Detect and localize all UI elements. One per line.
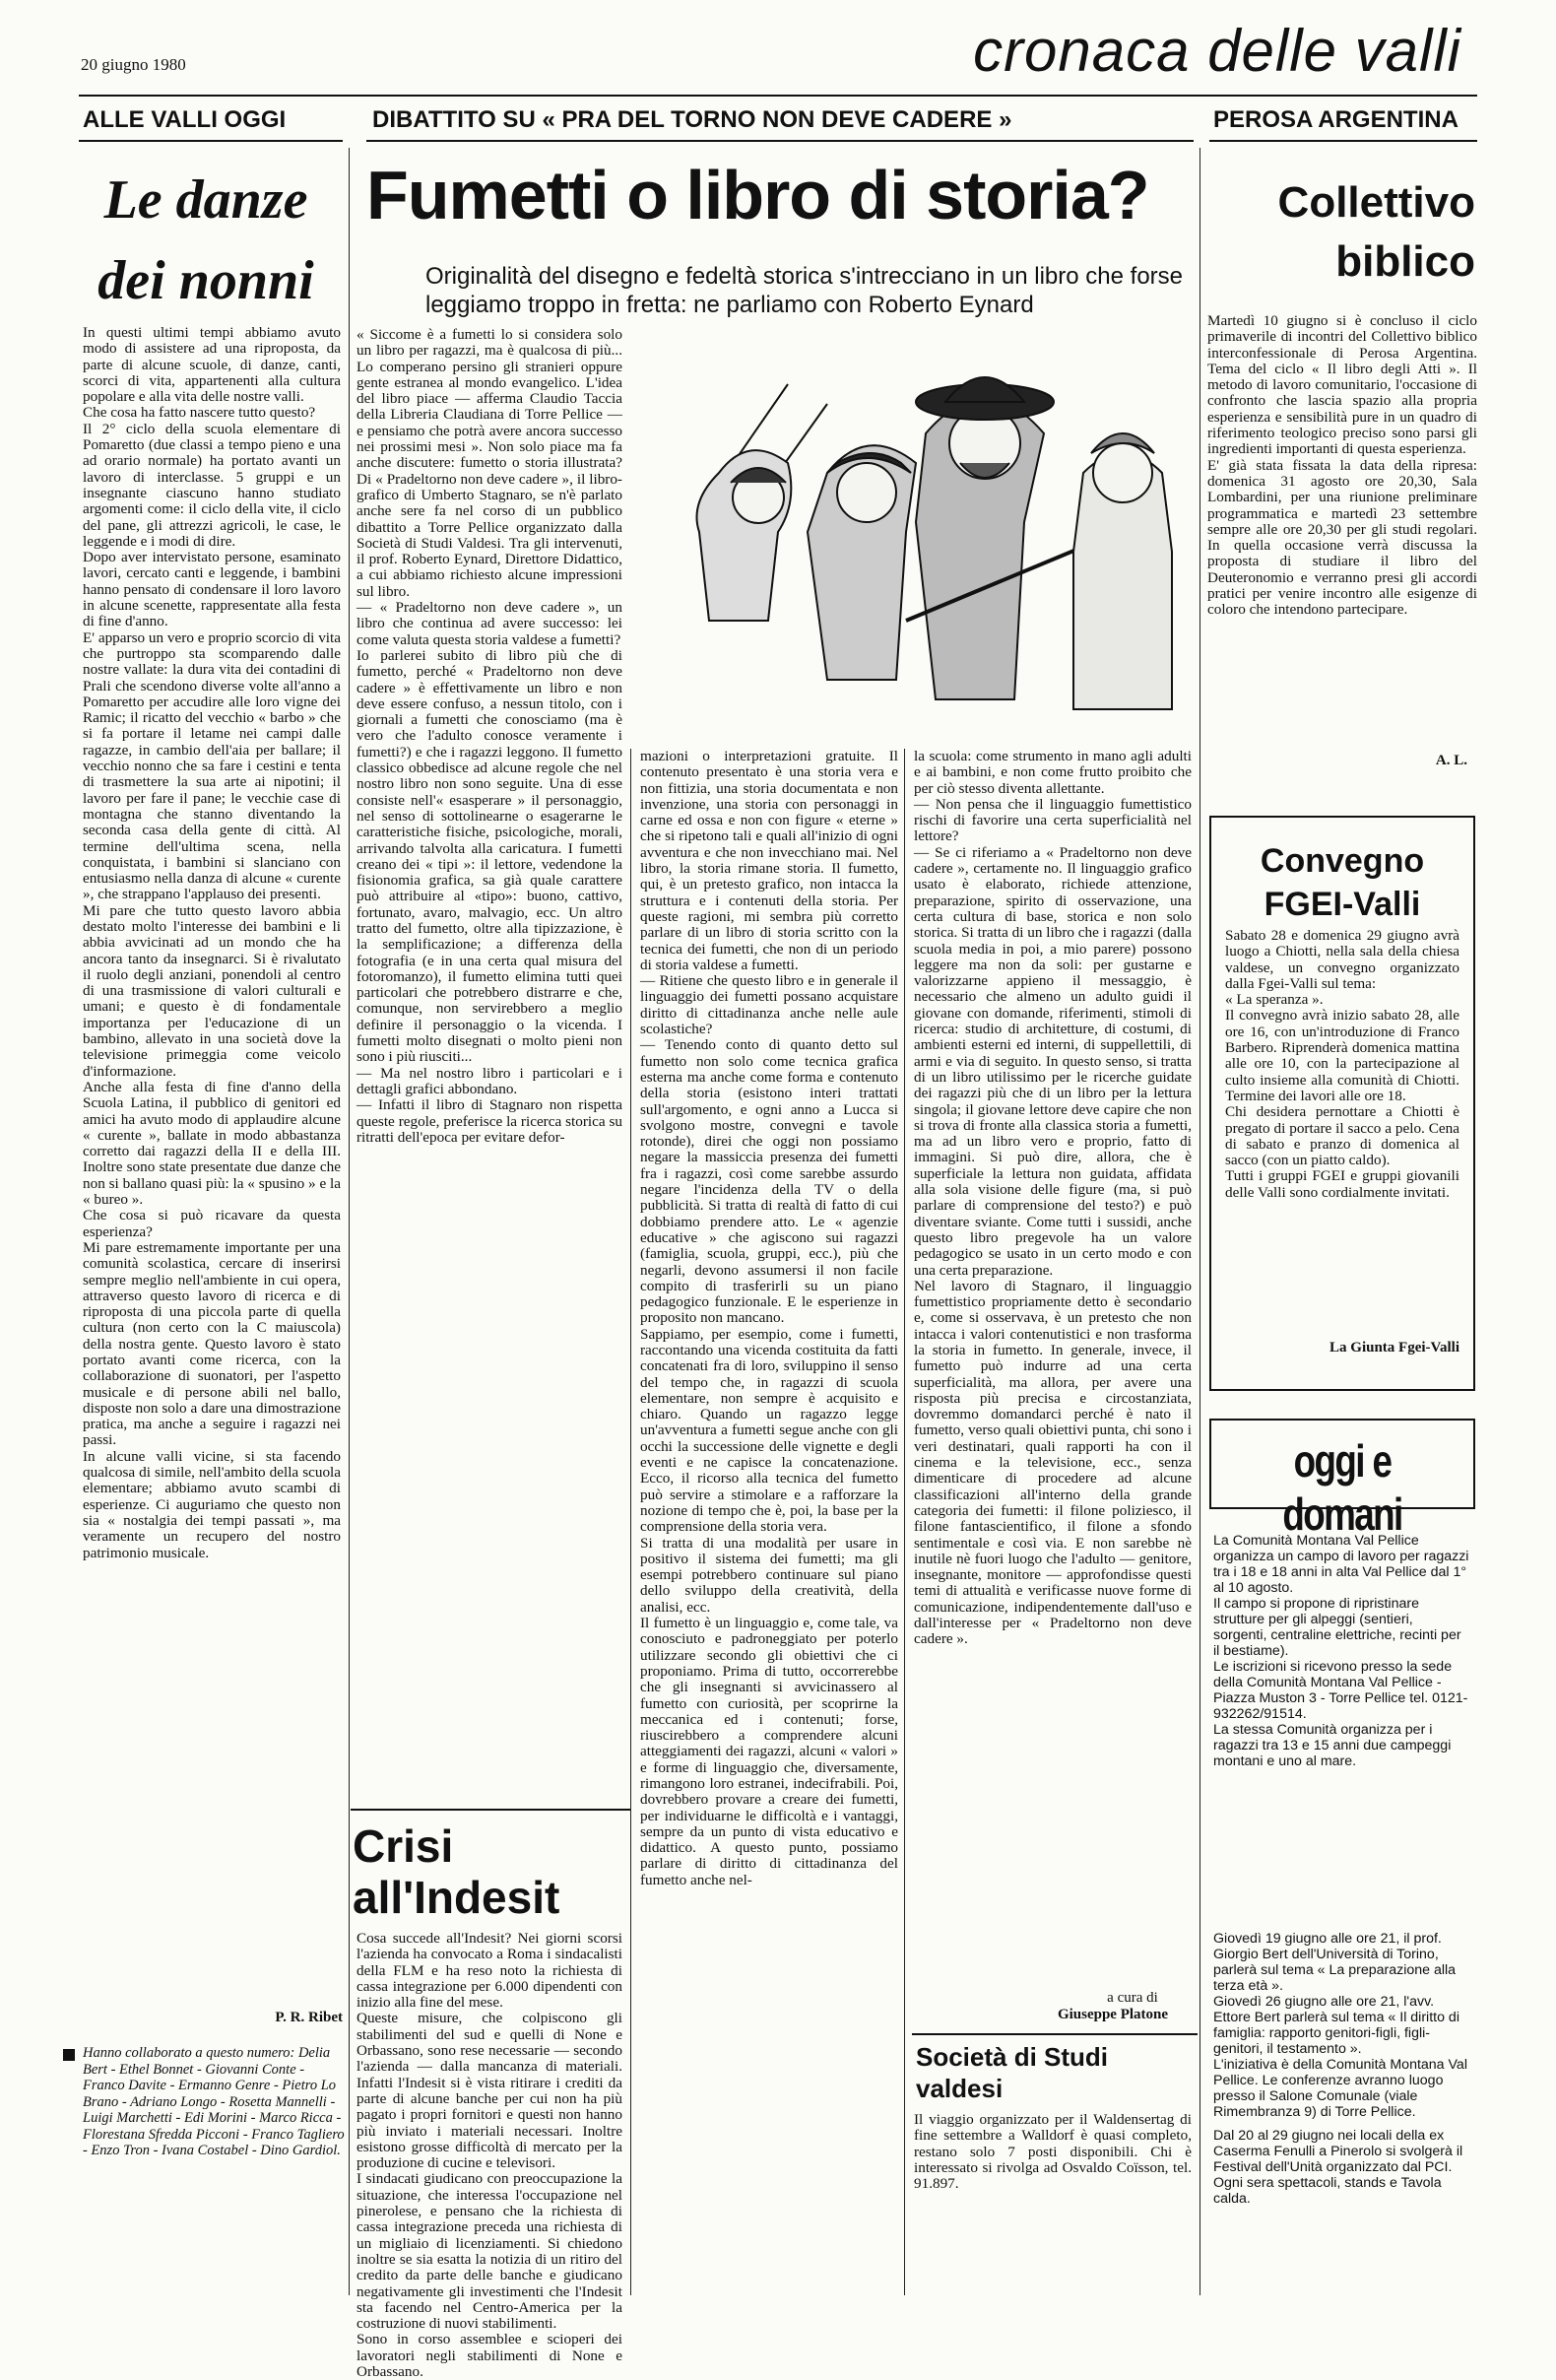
fumetti-subtitle: Originalità del disegno e fedeltà storica s'intrecciano in un libro che forse leggiamo troppo in fretta: ne parliamo con Roberto Eynard: [425, 263, 1184, 318]
credits-bullet: [63, 2049, 75, 2061]
oggi-item: La Comunità Montana Val Pellice organizza un campo di lavoro per ragazzi tra i 18 e 18 anni in alta Val Pellice dal 1° al 10 agosto. Il campo si propone di ripristinare strutture per gli alpeggi (sentieri, sorgenti, centraline elettriche, recinti per il bestiame). Le iscrizioni si ricevono presso la sede della Comunità Montana Val Pellice - Piazza Muston 3 - Torre Pellice tel. 0121-932262/91514. La stessa Comunità organizza per i ragazzi tra 13 e 15 anni due campeggi montani e uno al mare.: [1213, 1533, 1469, 1769]
collettivo-signature: A. L.: [1435, 753, 1467, 768]
crisi-rule: [351, 1809, 630, 1811]
section-rule-left: [79, 140, 343, 142]
issue-date: 20 giugno 1980: [81, 55, 186, 74]
crisi-body: Cosa succede all'Indesit? Nei giorni scorsi l'azienda ha convocato a Roma i sindacalisti della FLM e ha reso noto la richiesta di cassa integrazione per 6.000 dipendenti con inizio alla fine del mese. Queste misure, che colpiscono gli stabilimenti del sud e quelli di None e Orbassano, sono rese necessarie — secondo l'azienda — dalla mancanza di materiali. Infatti l'Indesit si è vista ritirare i crediti da parte di alcune banche per cui non ha più pagato i propri fornitori e questi non hanno più inviato i materiali necessari. Inoltre esistono grosse difficoltà di mercato per la produzione di cucine e televisori. I sindacati giudicano con preoccupazione la situazione, che interessa l'occupazione nel pinerolese, e pensano che la richiesta di cassa integrazione preceda una richiesta di un migliaio di licenziamenti. Si chiedono inoltre se sia esatta la notizia di un ritiro del credito da parte delle banche e giudicano negativamente gli investimenti che l'Indesit sta facendo nel Centro-America per la costruzione di nuovi stabilimenti. Sono in corso assemblee e scioperi dei lavoratori negli stabilimenti di None e Orbassano.: [357, 1930, 622, 2380]
fumetti-title: Fumetti o libro di storia?: [366, 157, 1149, 233]
danze-body: In questi ultimi tempi abbiamo avuto modo di assistere ad una riproposta, da parte di alcune scuole, di danze, canti, scorci di vita, appartenenti alla cultura popolare e alla vita delle nostre valli. Che cosa ha fatto nascere tutto questo? Il 2° ciclo della scuola elementare di Pomaretto (due classi a tempo pieno e una ad orario normale) ha portato avanti un lavoro di interclasse. 5 gruppi e un insegnante ciascuno hanno studiato argomenti come: il ciclo della vite, il ciclo del pane, gli attrezzi agricoli, le case, le leggende e i modi di dire. Dopo aver intervistato persone, esaminato lavori, cercato canti e leggende, i bambini hanno pensato di condensare il loro lavoro in alcune scenette, rappresentate alla festa di fine d'anno. E' apparso un vero e proprio scorcio di vita che purtroppo sta scomparendo dalle nostre vallate: la dura vita dei contadini di Prali che scendono diverse volte all'anno a Pomaretto per accudire alle loro vigne dei Ramic; il ricatto del vecchio « barbo » che si fa portare il letame nei campi dalle ragazze, in cambio dell'aia per ballare; il vecchio nonno che sa fare i cestini e tenta di trasmettere la sua arte ai nipotini; il lavoro per fare il pane; le vecchie case di montagna che stanno diventando la seconda casa della gente di città. Al termine dell'ultima scena, nella conquistata, i bambini si slanciano con entusiasmo nella danza di alcune « curente », che strappano l'applauso dei presenti. Mi pare che tutto questo lavoro abbia destato molto l'interesse dei bambini e li abbia avvicinati ad un mondo che ha ancora tanto da insegnarci. Si è rivalutato il ruolo degli anziani, ponendoli al centro di una trasmissione di valori culturali e umani; e questo è di fondamentale importanza per l'educazione di un bambino, allevato in una società dove la televisione primeggia come veicolo d'informazione. Anche alla festa di fine d'anno della Scuola Latina, il pubblico di genitori ed amici ha avuto modo di applaudire alcune « curente », ballate in modo abbastanza corretto dai ragazzi della II e della III. Inoltre sono state presentate due danze che non si ballano quasi più: la « spusino » e la « bureo ». Che cosa si può ricavare da questa esperienza? Mi pare estremamente importante per una comunità scolastica, cercare di inserirsi sempre meglio nell'ambiente in cui opera, attraverso questo lavoro di ricerca e di riproposta di una piccola parte di quella cultura (non certo con la C maiuscola) della nostra gente. Questo lavoro è stato portato avanti come ricerca, con la collaborazione di suonatori, per l'aspetto musicale e di persone abili nel ballo, disposte non solo a dare una dimostrazione pratica, ma anche a seguire i ragazzi nei passi. In alcune valli vicine, si sta facendo qualcosa di simile, nell'ambito della scuola elementare; abbiamo avuto scambi di esperienze. Ci auguriamo che questo non sia « nostalgia dei tempi passati », ma veramente un recupero del nostro patrimonio musicale.: [83, 324, 341, 1561]
fumetti-col1: « Siccome è a fumetti lo si considera solo un libro per ragazzi, ma è qualcosa di più... Lo comperano persino gli stranieri oppure gente estranea al mondo evangelico. L'idea del libro piace — afferma Claudio Taccia della Libreria Claudiana di Torre Pellice — e pensiamo che potrà avere ancora successo nei prossimi mesi ». Non solo piace ma fa anche discutere: fumetto o storia illustrata? Di « Pradeltorno non deve cadere », il libro-grafico di Umberto Stagnaro, se n'è parlato anche sere fa nel corso di un pubblico dibattito a Torre Pellice organizzato dalla Società di Studi Valdesi. Tra gli intervenuti, il prof. Roberto Eynard, Direttore Didattico, a cui abbiamo richiesto alcune impressioni sul libro. — « Pradeltorno non deve cadere », un libro che continua ad avere successo: lei come valuta questa storia valdese a fumetti? Io parlerei subito di libro più che di fumetto, perché « Pradeltorno non deve cadere » è effettivamente un libro e non deve essere confuso, a nessun titolo, con i giornali a fumetti che conosciamo (ma è vero che l'adulto conosce veramente i fumetti?) e che i ragazzi leggono. Il fumetto classico obbedisce ad alcune regole che nel nostro libro non sono seguite. Una di esse consiste nell'« esasperare » il personaggio, nel senso di sottolinearne o esagerarne le caratteristiche fisiche, psicologiche, morali, arrivando talvolta alla caricatura. I fumetti creano dei « tipi »: il lettore, vedendone la fisionomia grafica, sa già quale carattere può attribuire al «tipo»: buono, cattivo, fortunato, avaro, malvagio, ecc. Un altro tratto del fumetto, oltre alla tipizzazione, è la semplificazione; a differenza della fotografia (e in una certa qual misura del fotoromanzo), il fumetto elimina tutti quei particolari che potrebbero distrarre e che, comunque, non servirebbero a meglio definire il personaggio o la vicenda. I fumetti molto disegnati o molto pieni non sono i più riusciti... — Ma nel nostro libro i particolari e i dettagli grafici abbondano. — Infatti il libro di Stagnaro non rispetta queste regole, preferisce la ricerca storica su ritratti dell'epoca per evitare defor-: [357, 326, 622, 1146]
fumetti-signature-label: a cura di: [1107, 1990, 1158, 2006]
convegno-box: [1209, 816, 1475, 1391]
societa-title: Società di Studi valdesi: [916, 2042, 1109, 2103]
societa-rule: [912, 2033, 1198, 2035]
section-label-left: ALLE VALLI OGGI: [83, 106, 287, 133]
section-rule-center: [366, 140, 1194, 142]
societa-body: Il viaggio organizzato per il Waldensertag di fine settembre a Walldorf è quasi completo, restano solo 7 posti disponibili. Chi è interessato si rivolga ad Osvaldo Coïsson, tel. 91.897.: [914, 2111, 1192, 2193]
fumetti-col3: la scuola: come strumento in mano agli adulti e ai bambini, e non come frutto proibito che per ciò stesso diventa allettante. — Non pensa che il linguaggio fumettistico rischi di favorire una certa superficialità nel lettore? — Se ci riferiamo a « Pradeltorno non deve cadere », certamente no. Il linguaggio grafico usato è elaborato, richiede attenzione, preparazione, spirito di osservazione, una certa cultura di base, storica e non solo storica. Si tratta di un libro che i ragazzi (dalla scuola media in poi, a mio parere) possono leggere ma non da soli: per gustarne e valorizzarne appieno il messaggio, è necessario che almeno un adulto guidi il giovane con domande, riferimenti, stimoli di ricerca: studio di architetture, di costumi, di ambienti esterni ed interni, di suppellettili, di armi e via di seguito. In questo senso, si tratta di un libro utilissimo per le ricerche guidate dei ragazzi più che di un libro per la lettura singola; il giovane lettore deve capire che non si trova di fronte alla classica storia a fumetti, ma ad un libro vero e proprio, fatto di immagini. Si può dire, allora, che è superficiale la lettura non guidata, affidata alla sola visione delle figure (ma, si può parlare di comprensione del testo?) e può diventare sviante. Come tutti i sussidi, anche questo libro pregevole ha un valore pedagogico se usato in un certo modo e con una certa preparazione. Nel lavoro di Stagnaro, il linguaggio fumettistico propriamente detto è secondario e, come si osservava, è un pretesto che non intacca i valori contenutistici e non trasforma la storia in fumetto. In generale, invece, il fumetto può indurre ad una certa superficialità, ma allora, per avere una risposta più precisa e circostanziata, dovremmo domandarci perché è nato il fumetto, verso quali obiettivi punta, chi sono i veri destinatari, quali rapporti ha con il cinema e la televisione, ecc., senza dimenticare di procedere ad alcune classificazioni all'interno della grande categoria dei fumetti: il filone poliziesco, il filone fantascientifico, il filone a sfondo sentimentale e così via. E non sarebbe nè inutile nè fuori luogo che l'adulto — genitore, insegnante, monitore — approfondisse questi temi di attualità e verificasse nuove forme di comunicazione, indipendentemente dall'uso e dall'interesse per « Pradeltorno non deve cadere ».: [914, 748, 1192, 1648]
convegno-body: Sabato 28 e domenica 29 giugno avrà luogo a Chiotti, nella sala della chiesa valdese, un convegno organizzato dalla Fgei-Valli sul tema: « La speranza ». Il convegno avrà inizio sabato 28, alle ore 16, con un'introduzione di Franco Barbero. Riprenderà domenica mattina alle ore 10, con la partecipazione al culto insieme alla comunità di Chiotti. Termine dei lavori alle ore 18. Chi desidera pernottare a Chiotti è pregato di portare il sacco a pelo. Cena di sabato e pranzo di domenica al sacco (con un piatto caldo). Tutti i gruppi FGEI e gruppi giovanili delle Valli sono cordialmente invitati.: [1225, 927, 1459, 1201]
comic-figures-icon: [697, 377, 1173, 709]
collettivo-title: Collettivo biblico: [1277, 178, 1475, 286]
column-divider-1: [349, 148, 350, 2295]
section-rule-right: [1209, 140, 1477, 142]
crisi-title: Crisi all'Indesit: [353, 1820, 560, 1923]
comic-illustration: [680, 325, 1211, 739]
oggi-title: oggi e domani: [1282, 1435, 1402, 1540]
masthead: cronaca delle valli: [973, 18, 1461, 84]
fumetti-col2: mazioni o interpretazioni gratuite. Il contenuto presentato è una storia vera e non fittizia, una storia documentata e non invenzione, una storia con personaggi in carne ed ossa e non con figure « eterne » che si ripetono tali e quali all'inizio di ogni avventura e che non invecchiano mai. Nel libro, la storia rimane storia. Il fumetto, qui, è un pretesto grafico, non intacca la struttura e i contenuti della storia. Per queste ragioni, mi sembra più corretto parlare di un libro di storia scritto con la tecnica dei fumetti, che non di un periodo di storia valdese a fumetti. — Ritiene che questo libro e in generale il linguaggio dei fumetti possano acquistare diritto di cittadinanza anche nelle aule scolastiche? — Tenendo conto di quanto detto sul fumetto non solo come tecnica grafica esterna ma anche come forma e contenuto della storia (esistono interi trattati sull'argomento, e ogni anno a Lucca si svolgono mostre, convegni e tavole rotonde), direi che oggi non possiamo negare la massiccia presenza dei fumetti fra i ragazzi, così come sarebbe assurdo negare l'incidenza della TV o della pubblicità. Si tratta di realtà di fatto di cui dobbiamo prendere atto. Le « agenzie educative » che agiscono sui ragazzi (famiglia, scuola, gruppi, ecc.), più che negarli, devono assumersi il non facile compito di trasferirli su un piano pedagogico funzionale. E le esperienze in proposito non mancano. Sappiamo, per esempio, come i fumetti, raccontando una vicenda costituita da fatti concatenati fra di loro, sviluppino il senso del tempo che, in ragazzi di scuola elementare, non sempre è acquisito e chiaro. Quando un ragazzo legge un'avventura a fumetti segue anche con gli occhi la successione delle vignette e degli eventi e ne capisce la concatenazione. Ecco, il ricorso alla tecnica del fumetto può servire a stimolare e a rafforzare la nozione di tempo che è, poi, la base per la comprensione della storia vera. Si tratta di una modalità per usare in positivo il sistema dei fumetti; ma gli esempi potrebbero continuare sul piano dello sviluppo della creatività, della analisi, ecc. Il fumetto è un linguaggio e, come tale, va conosciuto e padroneggiato per poterlo utilizzare secondo gli obiettivi che ci proponiamo. Prima di tutto, occorrerebbe che gli insegnanti si avvicinassero al fumetto con curiosità, per scoprirne la meccanica ed i contenuti; forse, riuscirebbero a comprendere alcuni atteggiamenti dei ragazzi, alcuni « valori » e forme di linguaggio che, diversamente, rimangono loro estranei, indecifrabili. Poi, dovrebbero provare a creare dei fumetti, per individuarne le difficoltà e i vantaggi, sempre da un punto di vista educativo e didattico. A questo punto, possiamo parlare di diritto di cittadinanza del fumetto anche nel-: [640, 748, 898, 1888]
fumetti-signature: Giuseppe Platone: [1057, 2007, 1169, 2022]
convegno-title: Convegno FGEI-Valli: [1260, 842, 1425, 923]
section-label-right: PEROSA ARGENTINA: [1213, 106, 1459, 133]
credits-list: Hanno collaborato a questo numero: Delia Bert - Ethel Bonnet - Giovanni Conte - Franco Davite - Ermanno Genre - Pietro Lo Brano - Adriano Longo - Rosetta Mannelli - Luigi Marchetti - Edi Morini - Marco Ricca - Florestana Sfredda Picconi - Franco Tagliero - Enzo Tron - Ivana Costabel - Dino Gardiol.: [83, 2045, 345, 2158]
collettivo-body: Martedì 10 giugno si è concluso il ciclo primaverile di incontri del Collettivo biblico interconfessionale di Perosa Argentina. Tema del ciclo « Il libro degli Atti ». Il metodo di lavoro comunitario, l'occasione di confronto che lascia spazio alla propria esperienza e sensibilità pure in un quadro di riferimento teologico preciso sono parsi gli ingredienti importanti di questa esperienza. E' già stata fissata la data della ripresa: domenica 31 agosto ore 20,30, Sala Lombardini, per una riunione preliminare programmatica e martedì 23 settembre sempre alle ore 20,30 per gli studi regolari. In quella occasione verrà discussa la proposta di studiare il libro del Deuteronomio e verranno presi gli accordi pratici per venire incontro alle esigenze di coloro che intendono partecipare.: [1207, 312, 1477, 619]
convegno-signature: La Giunta Fgei-Valli: [1329, 1340, 1459, 1355]
oggi-box: [1209, 1419, 1475, 1540]
danze-title: Le danze dei nonni: [97, 169, 314, 311]
masthead-rule: [79, 95, 1477, 97]
oggi-item: Giovedì 19 giugno alle ore 21, il prof. Giorgio Bert dell'Università di Torino, parlerà sul tema « La preparazione alla terza età ». Giovedì 26 giugno alle ore 21, l'avv. Ettore Bert parlerà sul tema « Il diritto di famiglia: rapporto genitori-figli, figli-genitori, il testamento ». L'iniziativa è della Comunità Montana Val Pellice. Le conferenze avranno luogo presso il Salone Comunale (viale Rimembranza 9) di Torre Pellice.: [1213, 1931, 1467, 2120]
column-divider-2: [630, 749, 631, 2295]
section-label-center: DIBATTITO SU « PRA DEL TORNO NON DEVE CADERE »: [372, 106, 1012, 133]
oggi-item: Dal 20 al 29 giugno nei locali della ex Caserma Fenulli a Pinerolo si svolgerà il Festival dell'Unità organizzato dal PCI. Ogni sera spettacoli, stands e Tavola calda.: [1213, 2128, 1463, 2207]
column-divider-3: [904, 749, 905, 2295]
danze-signature: P. R. Ribet: [275, 2010, 343, 2025]
